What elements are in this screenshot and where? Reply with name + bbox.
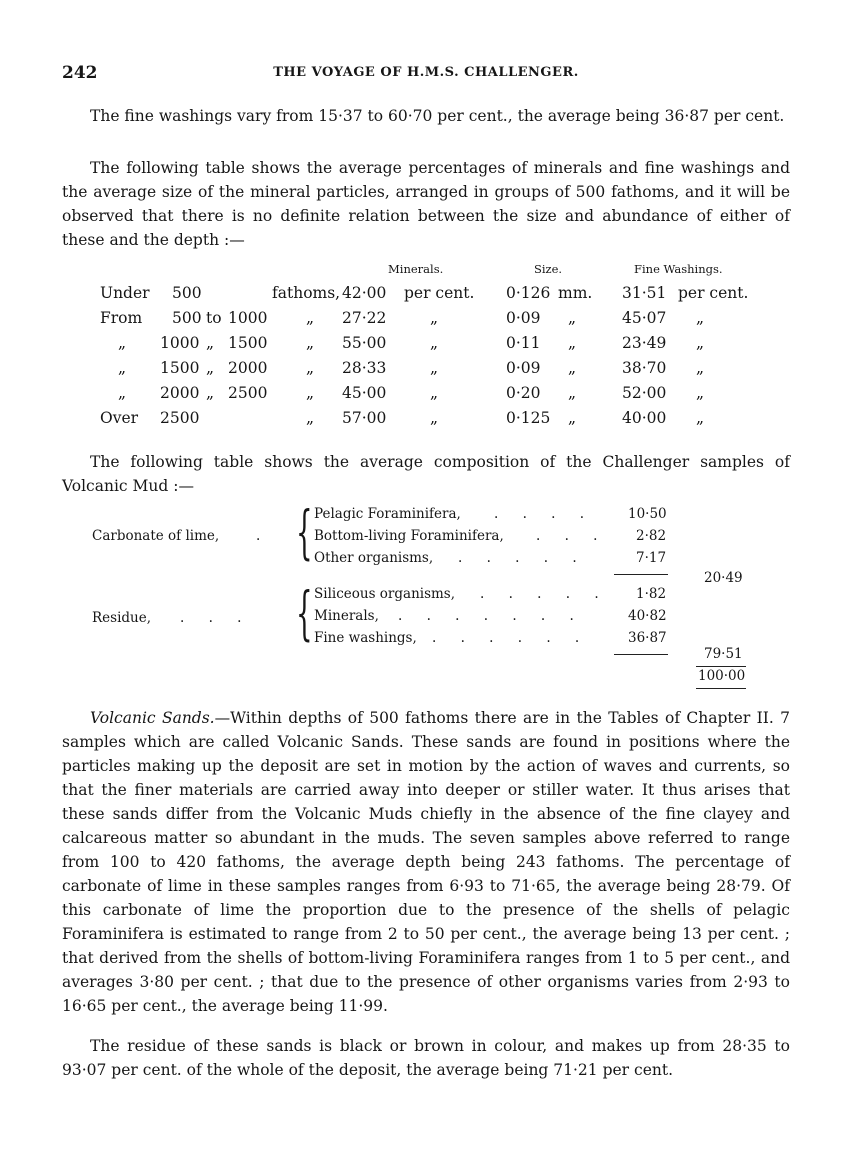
item-name: Pelagic Foraminifera, [314, 506, 461, 522]
item-value: 2·82 [636, 528, 667, 544]
fine-washings-unit: „ [696, 384, 705, 402]
paragraph-text: The residue of these sands is black or brown in colour, and makes up from 28·35 to 93·07 per cent. of the whole of the deposit, the average being 71·21 per cent. [62, 1037, 790, 1079]
table-row [100, 334, 760, 358]
size-value: 0·126 [506, 284, 551, 302]
table-row [100, 409, 760, 433]
leader-dots: . . . . . . [432, 630, 590, 646]
running-title: THE VOYAGE OF H.M.S. CHALLENGER. [273, 65, 579, 80]
fine-washings-value: 45·07 [622, 309, 667, 327]
depth-label: Under [100, 284, 150, 302]
leader-dots: . . . . [494, 506, 595, 522]
fine-washings-unit: per cent. [678, 284, 749, 302]
leader-dots: . . . . . [458, 550, 587, 566]
brace-icon: { [296, 498, 313, 566]
depth-label: „ [118, 359, 127, 377]
total-rule [696, 688, 746, 689]
minerals-value: 57·00 [342, 409, 387, 427]
minerals-unit: „ [430, 384, 439, 402]
column-header-fine-washings: Fine Washings. [634, 262, 723, 276]
page-header [62, 63, 790, 85]
depth-from: 500 [172, 309, 202, 327]
depth-label: Over [100, 409, 139, 427]
depth-from: 1000 [160, 334, 200, 352]
volcanic-mud-table [62, 500, 762, 695]
depth-unit: „ [306, 409, 315, 427]
paragraph-text: The following table shows the average composition of the Challenger samples of Volcanic Mud :— [62, 453, 790, 495]
table-row [100, 309, 760, 333]
depth-connector: „ [206, 359, 215, 377]
table-row [100, 284, 760, 308]
paragraph-fine-washings [62, 104, 790, 128]
depth-to: 1500 [228, 334, 268, 352]
size-unit: „ [568, 334, 577, 352]
page-number: 242 [62, 63, 98, 83]
minerals-value: 27·22 [342, 309, 387, 327]
group-label-carbonate: Carbonate of lime, [92, 528, 220, 544]
size-unit: „ [568, 359, 577, 377]
total-rule [696, 666, 746, 667]
depth-connector: to [206, 309, 222, 327]
size-unit: mm. [558, 284, 593, 302]
brace-icon: { [296, 579, 313, 647]
leader-dot: . [256, 528, 261, 544]
item-value: 10·50 [628, 506, 667, 522]
depth-from: 2500 [160, 409, 200, 427]
minerals-value: 55·00 [342, 334, 387, 352]
depth-unit: „ [306, 309, 315, 327]
section-title: Volcanic Sands. [90, 709, 215, 727]
subtotal-rule [614, 654, 668, 655]
depth-to: 2000 [228, 359, 268, 377]
depth-from: 2000 [160, 384, 200, 402]
minerals-unit: „ [430, 309, 439, 327]
leader-dots: . . . . . [480, 586, 609, 602]
subtotal-rule [614, 574, 668, 575]
size-value: 0·11 [506, 334, 541, 352]
size-unit: „ [568, 384, 577, 402]
fine-washings-value: 38·70 [622, 359, 667, 377]
group-total-carbonate: 20·49 [704, 570, 743, 586]
minerals-unit: „ [430, 359, 439, 377]
minerals-value: 45·00 [342, 384, 387, 402]
fine-washings-unit: „ [696, 334, 705, 352]
paragraph-volcanic-mud-intro [62, 450, 790, 498]
item-name: Bottom-living Foraminifera, [314, 528, 504, 544]
group-label-residue: Residue, [92, 610, 152, 626]
group-total-residue: 79·51 [704, 646, 743, 662]
depth-from: 500 [172, 284, 202, 302]
paragraph-text: The following table shows the average percentages of minerals and fine washings and the average size of the mineral particles, arranged in groups of 500 fathoms, and it will be observed that there is no definite relation between the size and abundance of either of these and the depth :— [62, 159, 790, 249]
depth-to: 2500 [228, 384, 268, 402]
depth-connector: „ [206, 384, 215, 402]
depth-from: 1500 [160, 359, 200, 377]
minerals-unit: per cent. [404, 284, 475, 302]
leader-dots: . . . . . . . [398, 608, 584, 624]
item-value: 40·82 [628, 608, 667, 624]
depth-table [100, 262, 760, 442]
size-unit: „ [568, 409, 577, 427]
minerals-value: 42·00 [342, 284, 387, 302]
paragraph-text: The fine washings vary from 15·37 to 60·70 per cent., the average being 36·87 per cent. [90, 107, 785, 125]
paragraph-table-intro [62, 156, 790, 252]
item-value: 7·17 [636, 550, 667, 566]
fine-washings-unit: „ [696, 409, 705, 427]
fine-washings-value: 52·00 [622, 384, 667, 402]
size-unit: „ [568, 309, 577, 327]
fine-washings-value: 40·00 [622, 409, 667, 427]
fine-washings-value: 23·49 [622, 334, 667, 352]
column-header-minerals: Minerals. [388, 262, 444, 276]
fine-washings-unit: „ [696, 359, 705, 377]
item-name: Other organisms, [314, 550, 434, 566]
depth-unit: „ [306, 384, 315, 402]
leader-dots: . . . [180, 610, 252, 626]
item-name: Fine washings, [314, 630, 417, 646]
minerals-value: 28·33 [342, 359, 387, 377]
table-row [100, 359, 760, 383]
depth-label: From [100, 309, 143, 327]
depth-label: „ [118, 334, 127, 352]
size-value: 0·09 [506, 309, 541, 327]
fine-washings-unit: „ [696, 309, 705, 327]
table-row [100, 384, 760, 408]
depth-to: 1000 [228, 309, 268, 327]
depth-connector: „ [206, 334, 215, 352]
paragraph-residue-sands [62, 1034, 790, 1082]
size-value: 0·09 [506, 359, 541, 377]
depth-unit: „ [306, 334, 315, 352]
item-name: Minerals, [314, 608, 379, 624]
fine-washings-value: 31·51 [622, 284, 667, 302]
minerals-unit: „ [430, 409, 439, 427]
minerals-unit: „ [430, 334, 439, 352]
depth-unit: „ [306, 359, 315, 377]
item-value: 1·82 [636, 586, 667, 602]
depth-label: „ [118, 384, 127, 402]
leader-dots: . . . [536, 528, 608, 544]
size-value: 0·20 [506, 384, 541, 402]
depth-unit: fathoms, [272, 284, 341, 302]
column-header-size: Size. [534, 262, 563, 276]
item-value: 36·87 [628, 630, 667, 646]
size-value: 0·125 [506, 409, 551, 427]
paragraph-volcanic-sands [62, 706, 790, 1018]
grand-total: 100·00 [698, 668, 746, 684]
item-name: Siliceous organisms, [314, 586, 456, 602]
paragraph-text: —Within depths of 500 fathoms there are in the Tables of Chapter II. 7 samples which are called Volcanic Sands. These sands are found in positions where the particles making up the deposit are set in motion by the action of waves and currents, so that the finer materials are carried away into deeper or stiller water. It thus arises that these sands differ from the Volcanic Muds chiefly in the absence of the fine clayey and calcareous matter so abundant in the muds. The seven samples above referred to range from 100 to 420 fathoms, the average depth being 243 fathoms. The percentage of carbonate of lime in these samples ranges from 6·93 to 71·65, the average being 28·79. Of this carbonate of lime the proportion due to the presence of the shells of pelagic Foraminifera is estimated to range from 2 to 50 per cent., the average being 13 per cent. ; that derived from the shells of bottom-living Foraminifera ranges from 1 to 5 per cent., and averages 3·80 per cent. ; that due to the presence of other organisms varies from 2·93 to 16·65 per cent., the average being 11·99. [62, 709, 790, 1015]
